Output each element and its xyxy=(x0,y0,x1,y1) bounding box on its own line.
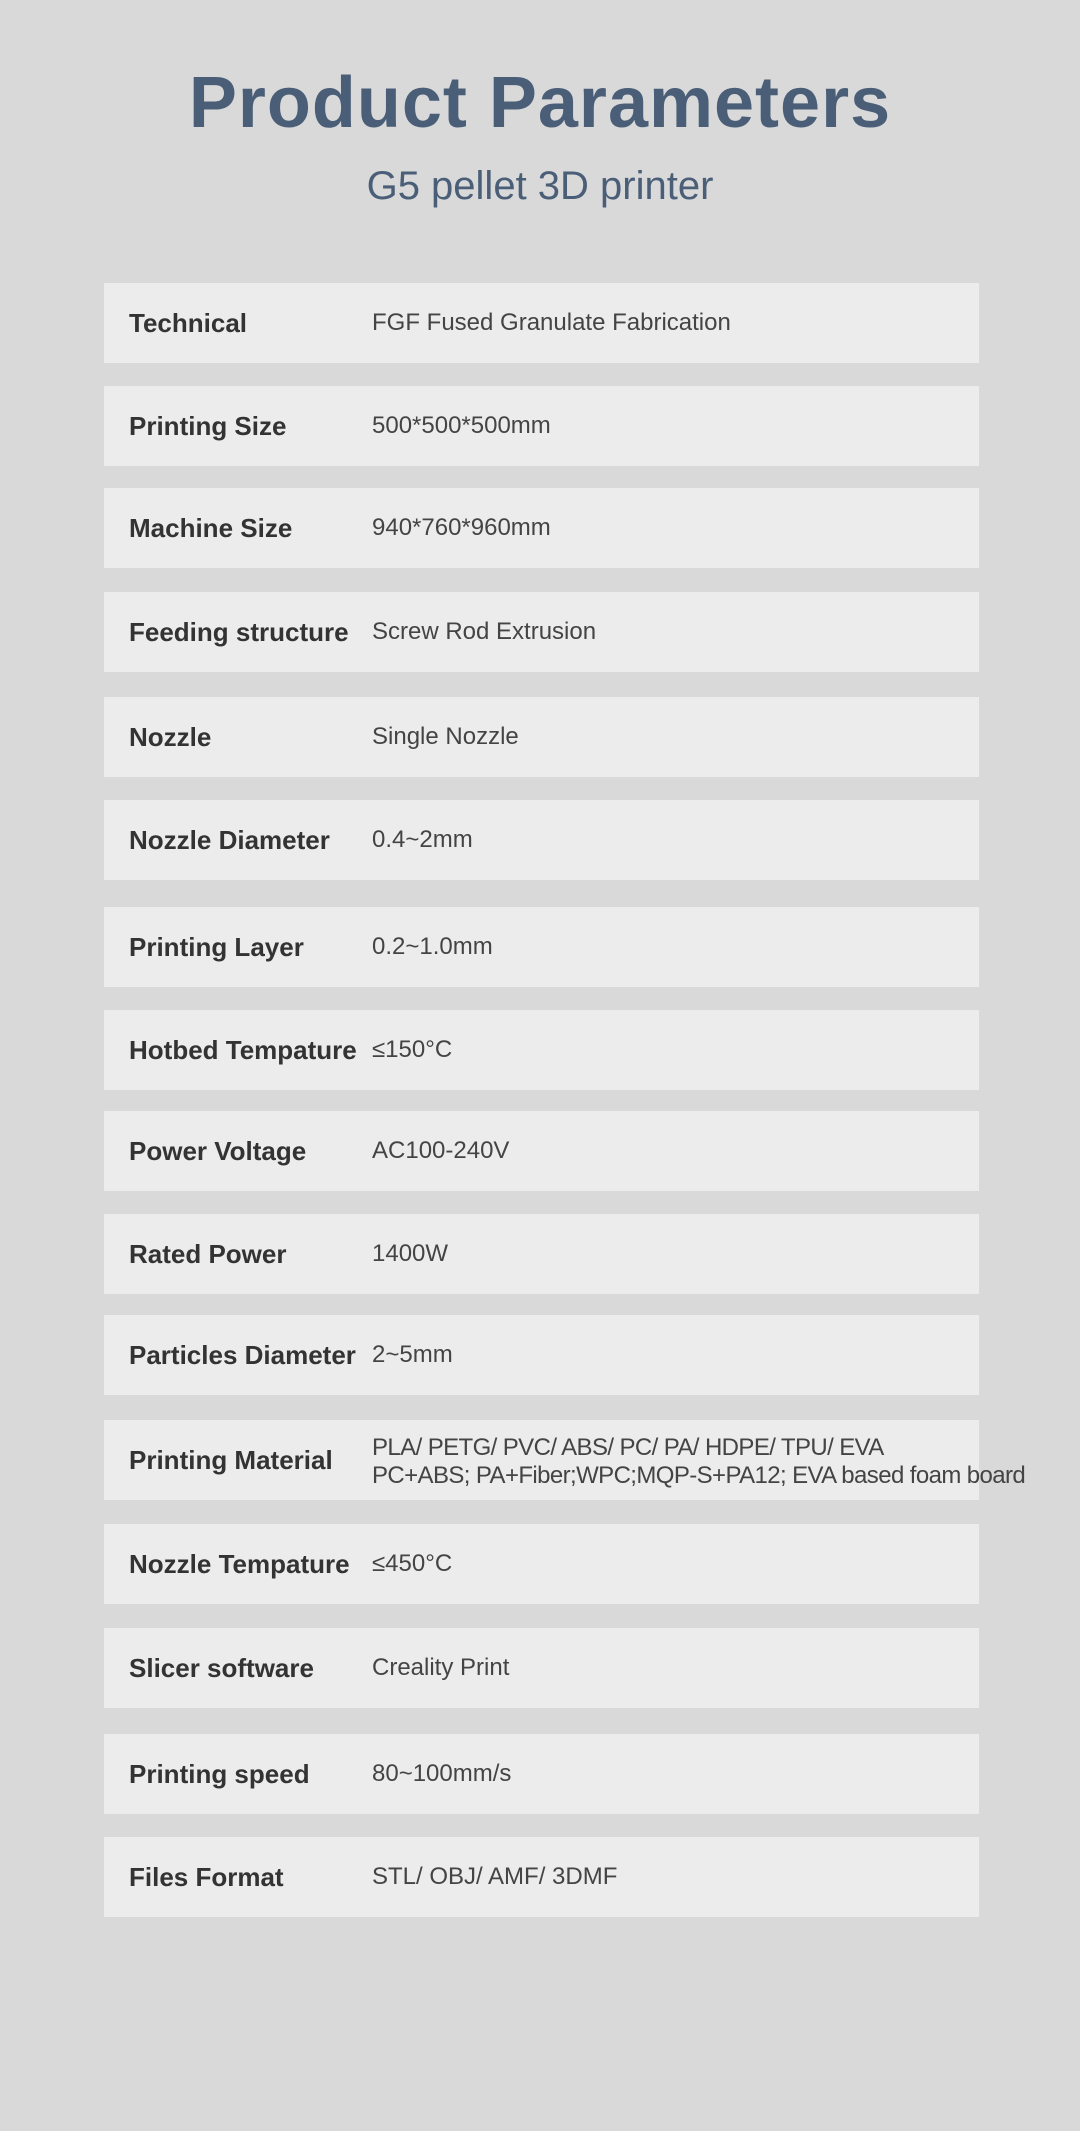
param-label: Hotbed Tempature xyxy=(129,1035,357,1065)
param-label: Printing speed xyxy=(129,1759,310,1789)
param-label: Power Voltage xyxy=(129,1136,307,1166)
param-row-slicer-software xyxy=(104,1628,979,1708)
param-row-printing-size xyxy=(104,386,979,466)
param-value: AC100-240V xyxy=(372,1137,510,1164)
param-value: Creality Print xyxy=(372,1654,510,1681)
param-label: Printing Layer xyxy=(129,932,304,962)
param-label: Printing Material xyxy=(129,1445,333,1475)
page-title: Product Parameters xyxy=(188,63,892,143)
param-row-hotbed-temperature xyxy=(104,1010,979,1090)
param-label: Rated Power xyxy=(129,1239,287,1269)
param-value: Single Nozzle xyxy=(372,723,519,750)
param-value: ≤150°C xyxy=(372,1036,453,1063)
param-value: Screw Rod Extrusion xyxy=(372,618,597,645)
param-value: 940*760*960mm xyxy=(372,514,551,541)
param-row-files-format xyxy=(104,1837,979,1917)
param-row-feeding-structure xyxy=(104,592,979,672)
param-value: 2~5mm xyxy=(372,1341,453,1368)
param-value xyxy=(372,1434,1025,1490)
param-value: 1400W xyxy=(372,1240,449,1267)
param-label: Machine Size xyxy=(129,513,293,543)
param-value: 80~100mm/s xyxy=(372,1760,512,1787)
param-label: Nozzle Tempature xyxy=(129,1549,350,1579)
param-value-line: PC+ABS; PA+Fiber;WPC;MQP-S+PA12; EVA based foam board xyxy=(372,1462,1026,1489)
param-label: Files Format xyxy=(129,1862,284,1892)
param-row-machine-size xyxy=(104,488,979,568)
param-row-printing-material xyxy=(104,1420,1026,1500)
param-value: FGF Fused Granulate Fabrication xyxy=(372,309,731,336)
param-row-technical xyxy=(104,283,979,363)
param-value: 0.2~1.0mm xyxy=(372,933,493,960)
page-subtitle: G5 pellet 3D printer xyxy=(366,164,714,208)
param-row-printing-speed xyxy=(104,1734,979,1814)
param-row-printing-layer xyxy=(104,907,979,987)
param-value: 0.4~2mm xyxy=(372,826,473,853)
param-value: ≤450°C xyxy=(372,1550,453,1577)
param-row-nozzle-temperature xyxy=(104,1524,979,1604)
param-label: Printing Size xyxy=(129,411,287,441)
param-label: Nozzle Diameter xyxy=(129,825,330,855)
param-value: 500*500*500mm xyxy=(372,412,551,439)
param-row-rated-power xyxy=(104,1214,979,1294)
param-label: Slicer software xyxy=(129,1653,314,1683)
param-row-nozzle xyxy=(104,697,979,777)
param-label: Feeding structure xyxy=(129,617,349,647)
param-label: Particles Diameter xyxy=(129,1340,356,1370)
param-value-line: PLA/ PETG/ PVC/ ABS/ PC/ PA/ HDPE/ TPU/ EVA xyxy=(372,1434,884,1461)
param-value: STL/ OBJ/ AMF/ 3DMF xyxy=(372,1863,618,1890)
param-label: Technical xyxy=(129,308,248,338)
param-row-power-voltage xyxy=(104,1111,979,1191)
param-label: Nozzle xyxy=(129,722,212,752)
param-row-particles-diameter xyxy=(104,1315,979,1395)
param-row-nozzle-diameter xyxy=(104,800,979,880)
